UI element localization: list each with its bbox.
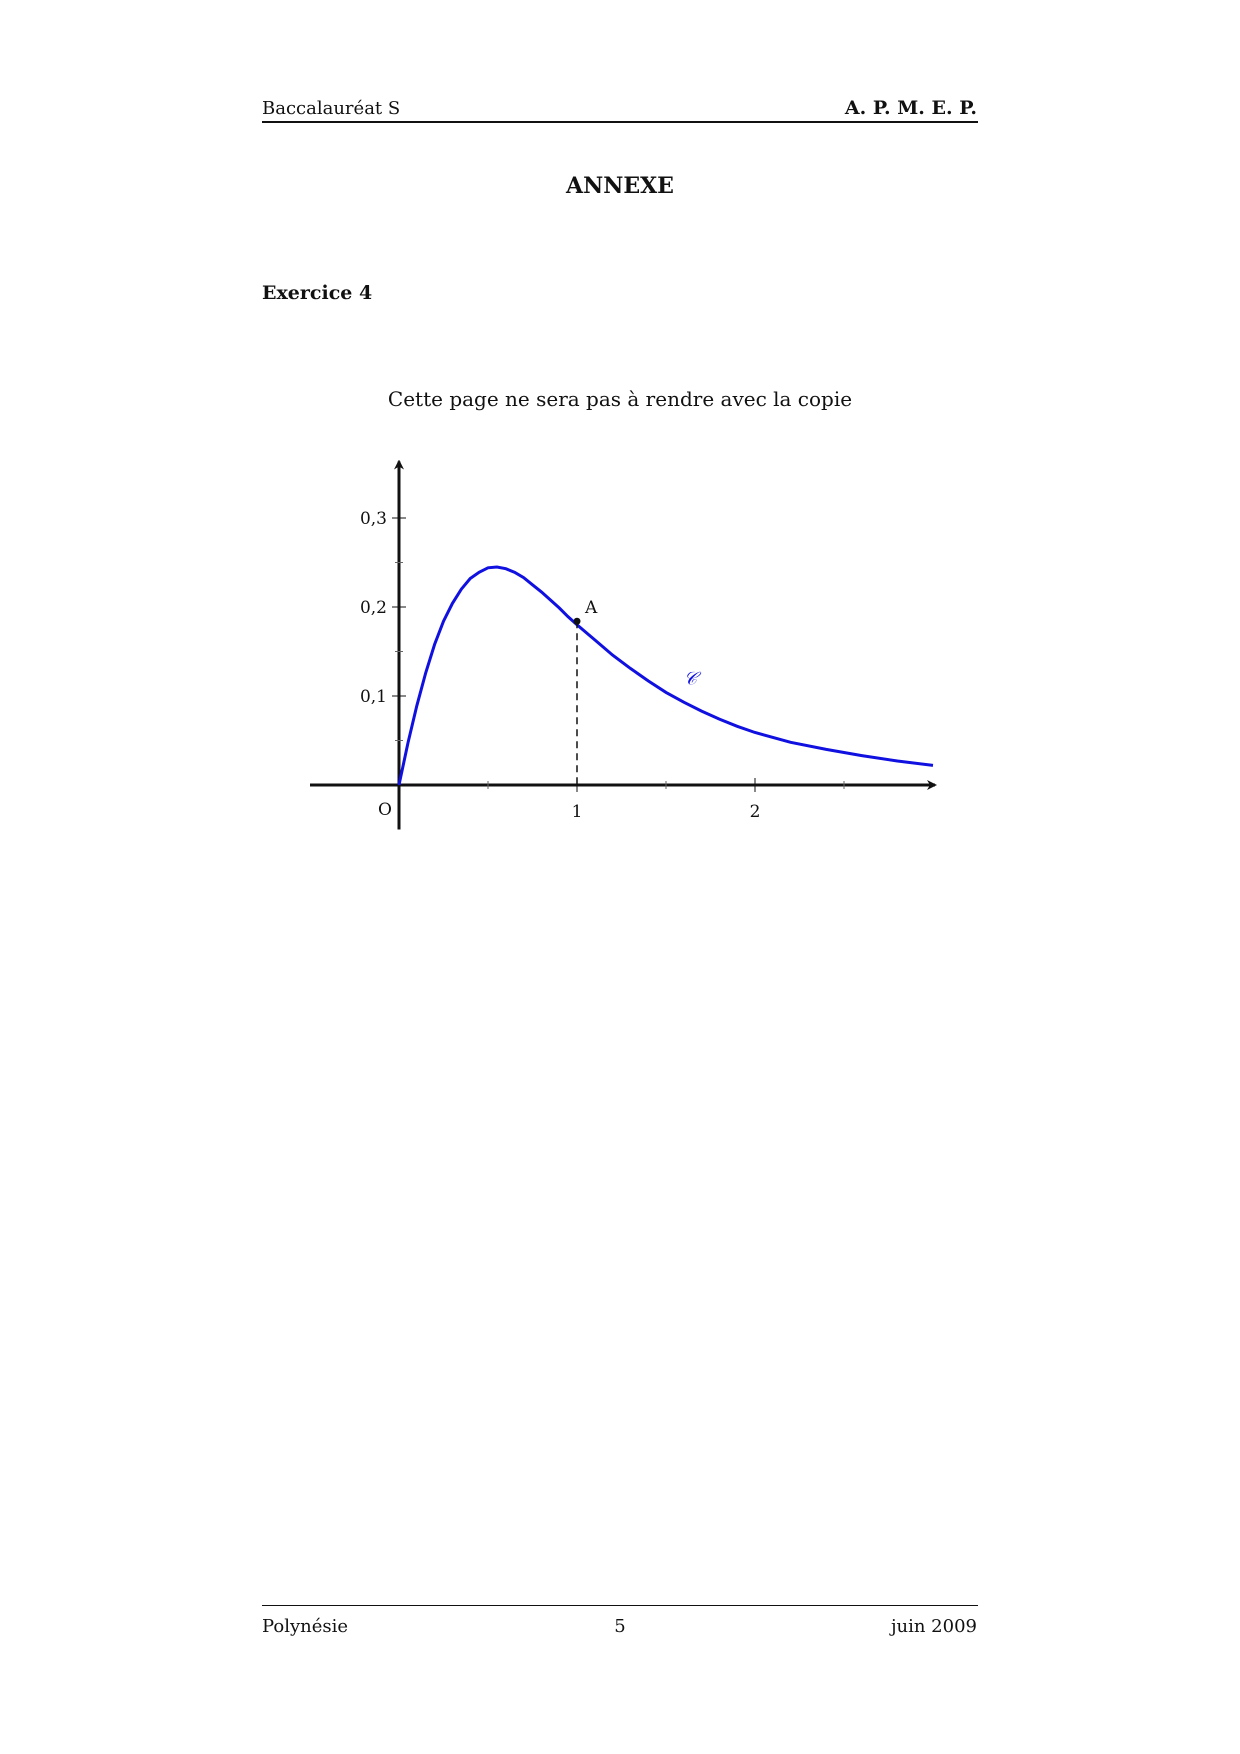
instruction-note: Cette page ne sera pas à rendre avec la copie xyxy=(387,387,853,411)
page-number: 5 xyxy=(614,1616,626,1637)
header-right: A. P. M. E. P. xyxy=(844,97,977,119)
y-tick-label-1: 0,2 xyxy=(359,598,387,618)
x-tick-label-2: 2 xyxy=(749,802,761,822)
y-tick-label-2: 0,3 xyxy=(359,509,387,529)
curve-c xyxy=(399,567,933,785)
footer-rule xyxy=(262,1605,978,1606)
x-tick-label-1: 1 xyxy=(571,802,583,822)
y-tick-label-0: 0,1 xyxy=(359,687,387,707)
header-left: Baccalauréat S xyxy=(262,98,401,119)
footer-left: Polynésie xyxy=(262,1616,349,1637)
header-rule xyxy=(262,121,978,123)
origin-label: O xyxy=(378,800,392,820)
page-title: ANNEXE xyxy=(566,173,674,199)
curve-label: 𝒞 xyxy=(683,668,697,690)
exercise-heading: Exercice 4 xyxy=(262,282,373,304)
point-a-label: A xyxy=(585,598,598,619)
footer-right: juin 2009 xyxy=(890,1616,977,1637)
point-a xyxy=(574,618,581,625)
function-plot xyxy=(300,460,940,840)
